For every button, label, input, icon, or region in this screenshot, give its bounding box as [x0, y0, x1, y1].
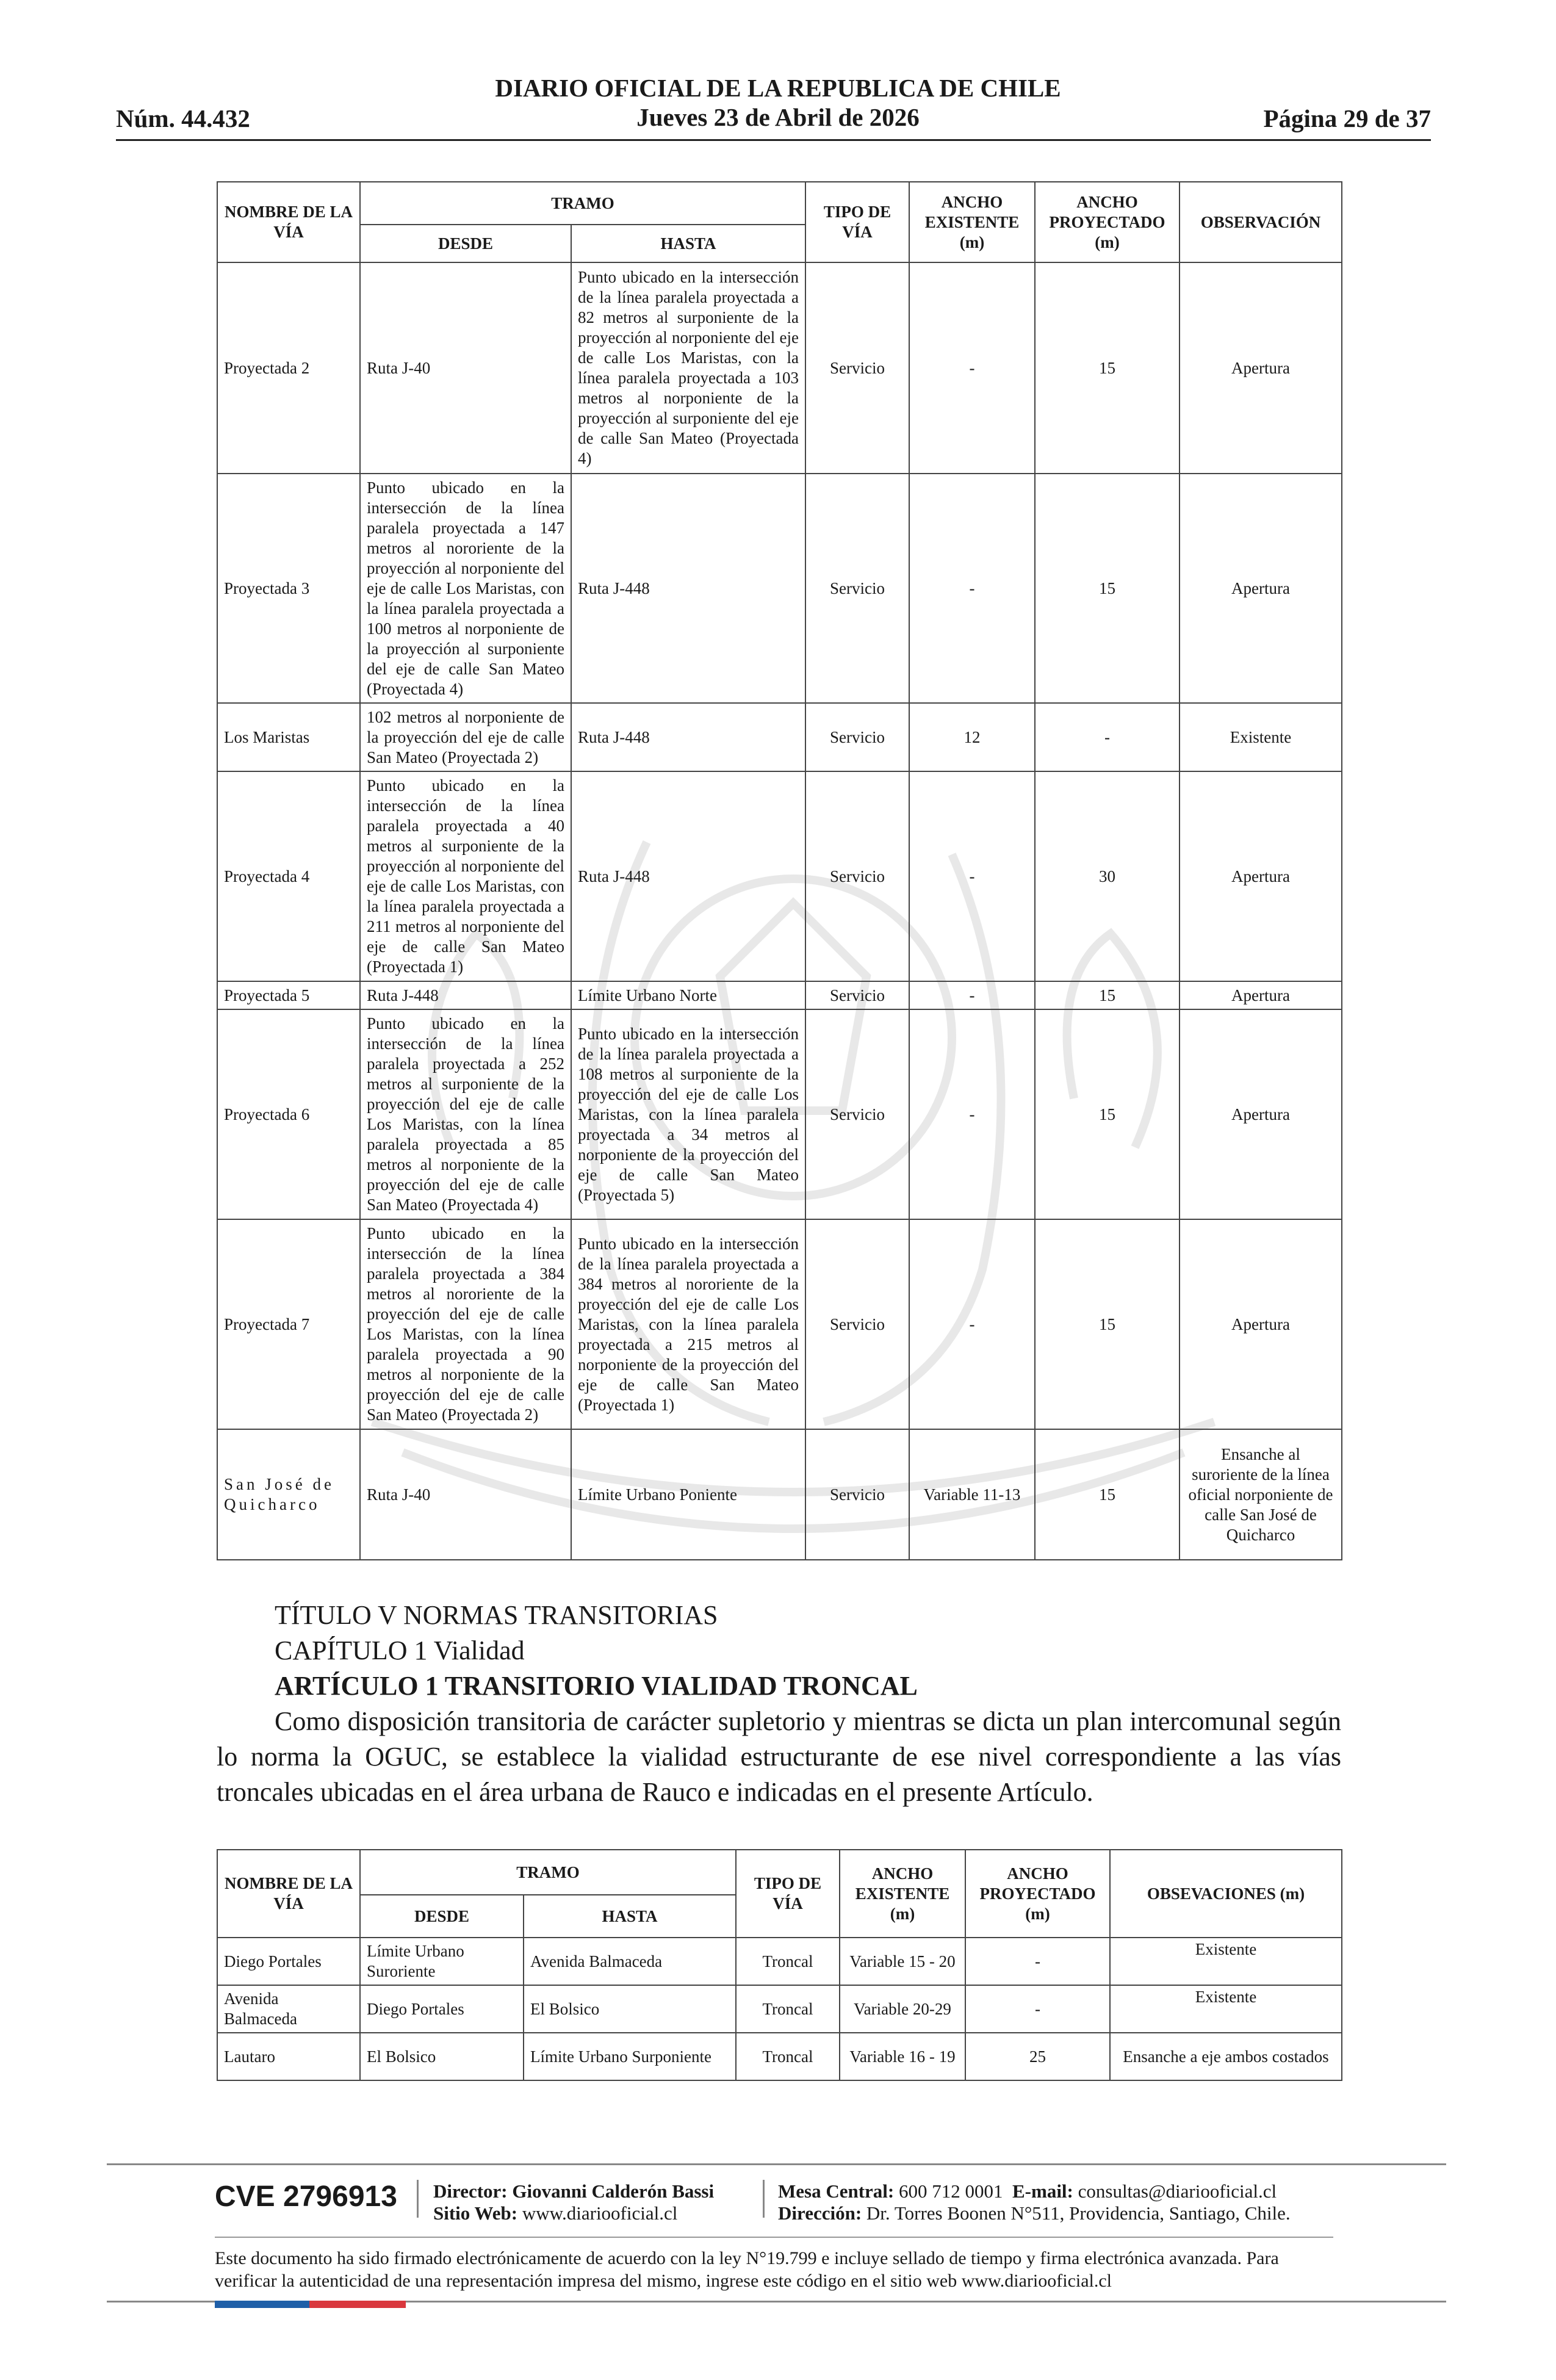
cell-hasta: Punto ubicado en la intersección de la línea paralela proyectada a 384 metros al nororiente de la proyección del eje de calle Los Maristas, con la línea paralela proyectada a 215 metros al norponiente de la proyección del eje de calle San Mateo (Proyectada 1): [571, 1219, 805, 1429]
header-tramo: TRAMO: [360, 1850, 736, 1895]
gazette-date: Jueves 23 de Abril de 2026: [636, 103, 920, 131]
cell-observacion: Existente: [1180, 703, 1342, 771]
cell-existente: -: [909, 262, 1035, 474]
cve-code: CVE 2796913: [215, 2180, 397, 2213]
header-nombre: NOMBRE DE LA VÍA: [217, 1850, 360, 1938]
table-row: [217, 1429, 1342, 1560]
cell-nombre: Avenida Balmaceda: [217, 1985, 360, 2033]
cell-proyectado: -: [1035, 703, 1180, 771]
cell-desde: Punto ubicado en la intersección de la línea paralela proyectada a 252 metros al surponiente de la proyección del eje de calle Los Maristas, con la línea paralela proyectada a 85 metros al norponiente de la proyección del eje de calle San Mateo (Proyectada 4): [360, 1009, 571, 1219]
mesa-phone: 600 712 0001: [899, 2180, 1003, 2202]
vialidad-servicio-table: [217, 181, 1342, 1560]
cell-existente: Variable 15 - 20: [840, 1938, 965, 1985]
direccion-value: Dr. Torres Boonen N°511, Providencia, Santiago, Chile.: [866, 2202, 1291, 2224]
director-block: [433, 2180, 714, 2224]
cell-existente: -: [909, 474, 1035, 703]
cell-hasta: Límite Urbano Poniente: [571, 1429, 805, 1560]
header-desde: DESDE: [360, 1895, 524, 1938]
header-ancho-existente: ANCHO EXISTENTE (m): [909, 182, 1035, 262]
cell-existente: -: [909, 1219, 1035, 1429]
cell-nombre: Proyectada 7: [217, 1219, 360, 1429]
cell-hasta: Ruta J-448: [571, 771, 805, 981]
cell-observacion: Ensanche al suroriente de la línea oficial norponiente de calle San José de Quicharco: [1180, 1429, 1342, 1560]
cell-existente: Variable 11-13: [909, 1429, 1035, 1560]
section-articulo: ARTÍCULO 1 TRANSITORIO VIALIDAD TRONCAL: [275, 1671, 918, 1701]
section-paragraph: Como disposición transitoria de carácter supletorio y mientras se dicta un plan intercomunal según lo norma la OGUC, se establece la vialidad estructurante de ese nivel correspondiente a las vías troncales ubicadas en el área urbana de Rauco e indicadas en el presente Artículo.: [217, 1706, 1341, 1807]
vialidad-troncal-table: [217, 1849, 1342, 2081]
cell-desde: Punto ubicado en la intersección de la línea paralela proyectada a 384 metros al nororiente de la proyección del eje de calle Los Maristas, con la línea paralela proyectada a 90 metros al norponiente de la proyección del eje de calle San Mateo (Proyectada 2): [360, 1219, 571, 1429]
header-nombre: NOMBRE DE LA VÍA: [217, 182, 360, 262]
email-link[interactable]: consultas@diariooficial.cl: [1078, 2180, 1277, 2202]
cell-existente: 12: [909, 703, 1035, 771]
header-tipo: TIPO DE VÍA: [736, 1850, 840, 1938]
header-observaciones: OBSEVACIONES (m): [1110, 1850, 1342, 1938]
table-row: [217, 1009, 1342, 1219]
header-ancho-proyectado: ANCHO PROYECTADO (m): [1035, 182, 1180, 262]
cell-tipo: Servicio: [805, 1429, 909, 1560]
sitio-label: Sitio Web:: [433, 2202, 518, 2224]
cell-nombre: Proyectada 5: [217, 981, 360, 1009]
cell-observacion: Apertura: [1180, 1009, 1342, 1219]
cell-observacion: Existente: [1110, 1985, 1342, 2033]
cell-tipo: Servicio: [805, 474, 909, 703]
header-desde: DESDE: [360, 225, 571, 262]
cell-nombre: Proyectada 3: [217, 474, 360, 703]
signature-notice: Este documento ha sido firmado electrónicamente de acuerdo con la ley N°19.799 e incluye sellado de tiempo y firma electrónica avanzada. Para verificar la autenticidad de una representación impresa del mismo, ingrese este código en el sitio web www.diariooficial.cl: [215, 2248, 1279, 2291]
cell-desde: Punto ubicado en la intersección de la línea paralela proyectada a 40 metros al surponiente de la proyección al norponiente del eje de calle Los Maristas, con la línea paralela proyectada a 211 metros al norponiente del eje de calle San Mateo (Proyectada 1): [360, 771, 571, 981]
cell-nombre: Lautaro: [217, 2033, 360, 2080]
cell-observacion: Apertura: [1180, 771, 1342, 981]
cell-proyectado: -: [965, 1938, 1110, 1985]
cell-tipo: Servicio: [805, 981, 909, 1009]
transitory-section: [217, 1598, 1341, 1810]
table-row: [217, 703, 1342, 771]
cell-proyectado: 15: [1035, 981, 1180, 1009]
director-name: Giovanni Calderón Bassi: [512, 2180, 715, 2202]
cell-tipo: Servicio: [805, 703, 909, 771]
cell-tipo: Servicio: [805, 262, 909, 474]
table-row: [217, 1938, 1342, 1985]
header-tramo: TRAMO: [360, 182, 805, 225]
cell-nombre: Proyectada 4: [217, 771, 360, 981]
cell-nombre: Los Maristas: [217, 703, 360, 771]
cell-proyectado: 15: [1035, 1219, 1180, 1429]
cell-proyectado: 25: [965, 2033, 1110, 2080]
table-row: [217, 474, 1342, 703]
footer-separator: [763, 2180, 765, 2218]
footer-divider: [215, 2237, 1333, 2238]
cell-existente: -: [909, 771, 1035, 981]
footer-separator: [417, 2180, 419, 2218]
cell-existente: Variable 16 - 19: [840, 2033, 965, 2080]
table-row: [217, 1985, 1342, 2033]
gazette-title: DIARIO OFICIAL DE LA REPUBLICA DE CHILE: [495, 74, 1061, 102]
cell-desde: Ruta J-448: [360, 981, 571, 1009]
cell-nombre: San José de Quicharco: [217, 1429, 360, 1560]
director-label: Director:: [433, 2180, 508, 2202]
cell-existente: -: [909, 981, 1035, 1009]
cell-hasta: Ruta J-448: [571, 703, 805, 771]
cell-hasta: Límite Urbano Norte: [571, 981, 805, 1009]
cell-observacion: Apertura: [1180, 1219, 1342, 1429]
cell-observacion: Ensanche a eje ambos costados: [1110, 2033, 1342, 2080]
cell-hasta: Ruta J-448: [571, 474, 805, 703]
flag-bar-blue: [215, 2301, 309, 2308]
cell-hasta: El Bolsico: [524, 1985, 736, 2033]
header-hasta: HASTA: [524, 1895, 736, 1938]
cell-desde: 102 metros al norponiente de la proyección del eje de calle San Mateo (Proyectada 2): [360, 703, 571, 771]
direccion-label: Dirección:: [778, 2202, 862, 2224]
section-titulo: TÍTULO V NORMAS TRANSITORIAS: [275, 1600, 718, 1630]
table-row: [217, 2033, 1342, 2080]
header-hasta: HASTA: [571, 225, 805, 262]
cell-existente: Variable 20-29: [840, 1985, 965, 2033]
section-capitulo: CAPÍTULO 1 Vialidad: [275, 1635, 525, 1665]
table-row: [217, 771, 1342, 981]
table-row: [217, 1219, 1342, 1429]
cell-desde: Punto ubicado en la intersección de la línea paralela proyectada a 147 metros al nororiente de la proyección al norponiente del eje de calle Los Maristas, con la línea paralela proyectada a 100 metros al norponiente de la proyección al surponiente del eje de calle San Mateo (Proyectada 4): [360, 474, 571, 703]
email-label: E-mail:: [1012, 2180, 1073, 2202]
page-number: Página 29 de 37: [1263, 104, 1431, 132]
cell-nombre: Proyectada 2: [217, 262, 360, 474]
cell-nombre: Proyectada 6: [217, 1009, 360, 1219]
cell-observacion: Existente: [1110, 1938, 1342, 1985]
cell-nombre: Diego Portales: [217, 1938, 360, 1985]
table-row: [217, 981, 1342, 1009]
cell-proyectado: 15: [1035, 1429, 1180, 1560]
cell-hasta: Punto ubicado en la intersección de la línea paralela proyectada a 82 metros al surponiente de la proyección al norponiente del eje de calle Los Maristas, con la línea paralela proyectada a 103 metros al norponiente de la proyección al surponiente del eje de calle San Mateo (Proyectada 4): [571, 262, 805, 474]
cell-observacion: Apertura: [1180, 474, 1342, 703]
cell-hasta: Límite Urbano Surponiente: [524, 2033, 736, 2080]
cell-desde: Diego Portales: [360, 1985, 524, 2033]
cell-observacion: Apertura: [1180, 981, 1342, 1009]
header-ancho-proyectado: ANCHO PROYECTADO (m): [965, 1850, 1110, 1938]
cell-desde: Límite Urbano Suroriente: [360, 1938, 524, 1985]
flag-bar-red: [309, 2301, 406, 2308]
mesa-label: Mesa Central:: [778, 2180, 895, 2202]
cell-desde: Ruta J-40: [360, 1429, 571, 1560]
header-divider: [116, 139, 1431, 141]
header-observacion: OBSERVACIÓN: [1180, 182, 1342, 262]
cell-hasta: Avenida Balmaceda: [524, 1938, 736, 1985]
contact-block: [778, 2180, 1291, 2224]
cell-observacion: Apertura: [1180, 262, 1342, 474]
cell-proyectado: 15: [1035, 262, 1180, 474]
cell-desde: Ruta J-40: [360, 262, 571, 474]
cell-desde: El Bolsico: [360, 2033, 524, 2080]
cell-tipo: Troncal: [736, 2033, 840, 2080]
cell-tipo: Servicio: [805, 771, 909, 981]
cell-tipo: Troncal: [736, 1938, 840, 1985]
issue-number: Núm. 44.432: [116, 104, 250, 132]
cell-proyectado: 30: [1035, 771, 1180, 981]
cell-tipo: Servicio: [805, 1219, 909, 1429]
header-tipo: TIPO DE VÍA: [805, 182, 909, 262]
cell-tipo: Servicio: [805, 1009, 909, 1219]
table-row: [217, 262, 1342, 474]
cell-proyectado: 15: [1035, 474, 1180, 703]
cell-proyectado: -: [965, 1985, 1110, 2033]
footer-divider: [107, 2163, 1446, 2165]
cell-hasta: Punto ubicado en la intersección de la línea paralela proyectada a 108 metros al surponiente de la proyección del eje de calle Los Maristas, con la línea paralela proyectada a 34 metros al norponiente de la proyección del eje de calle San Mateo (Proyectada 5): [571, 1009, 805, 1219]
cell-tipo: Troncal: [736, 1985, 840, 2033]
sitio-link[interactable]: www.diariooficial.cl: [522, 2202, 678, 2224]
cell-existente: -: [909, 1009, 1035, 1219]
header-ancho-existente: ANCHO EXISTENTE (m): [840, 1850, 965, 1938]
cell-proyectado: 15: [1035, 1009, 1180, 1219]
